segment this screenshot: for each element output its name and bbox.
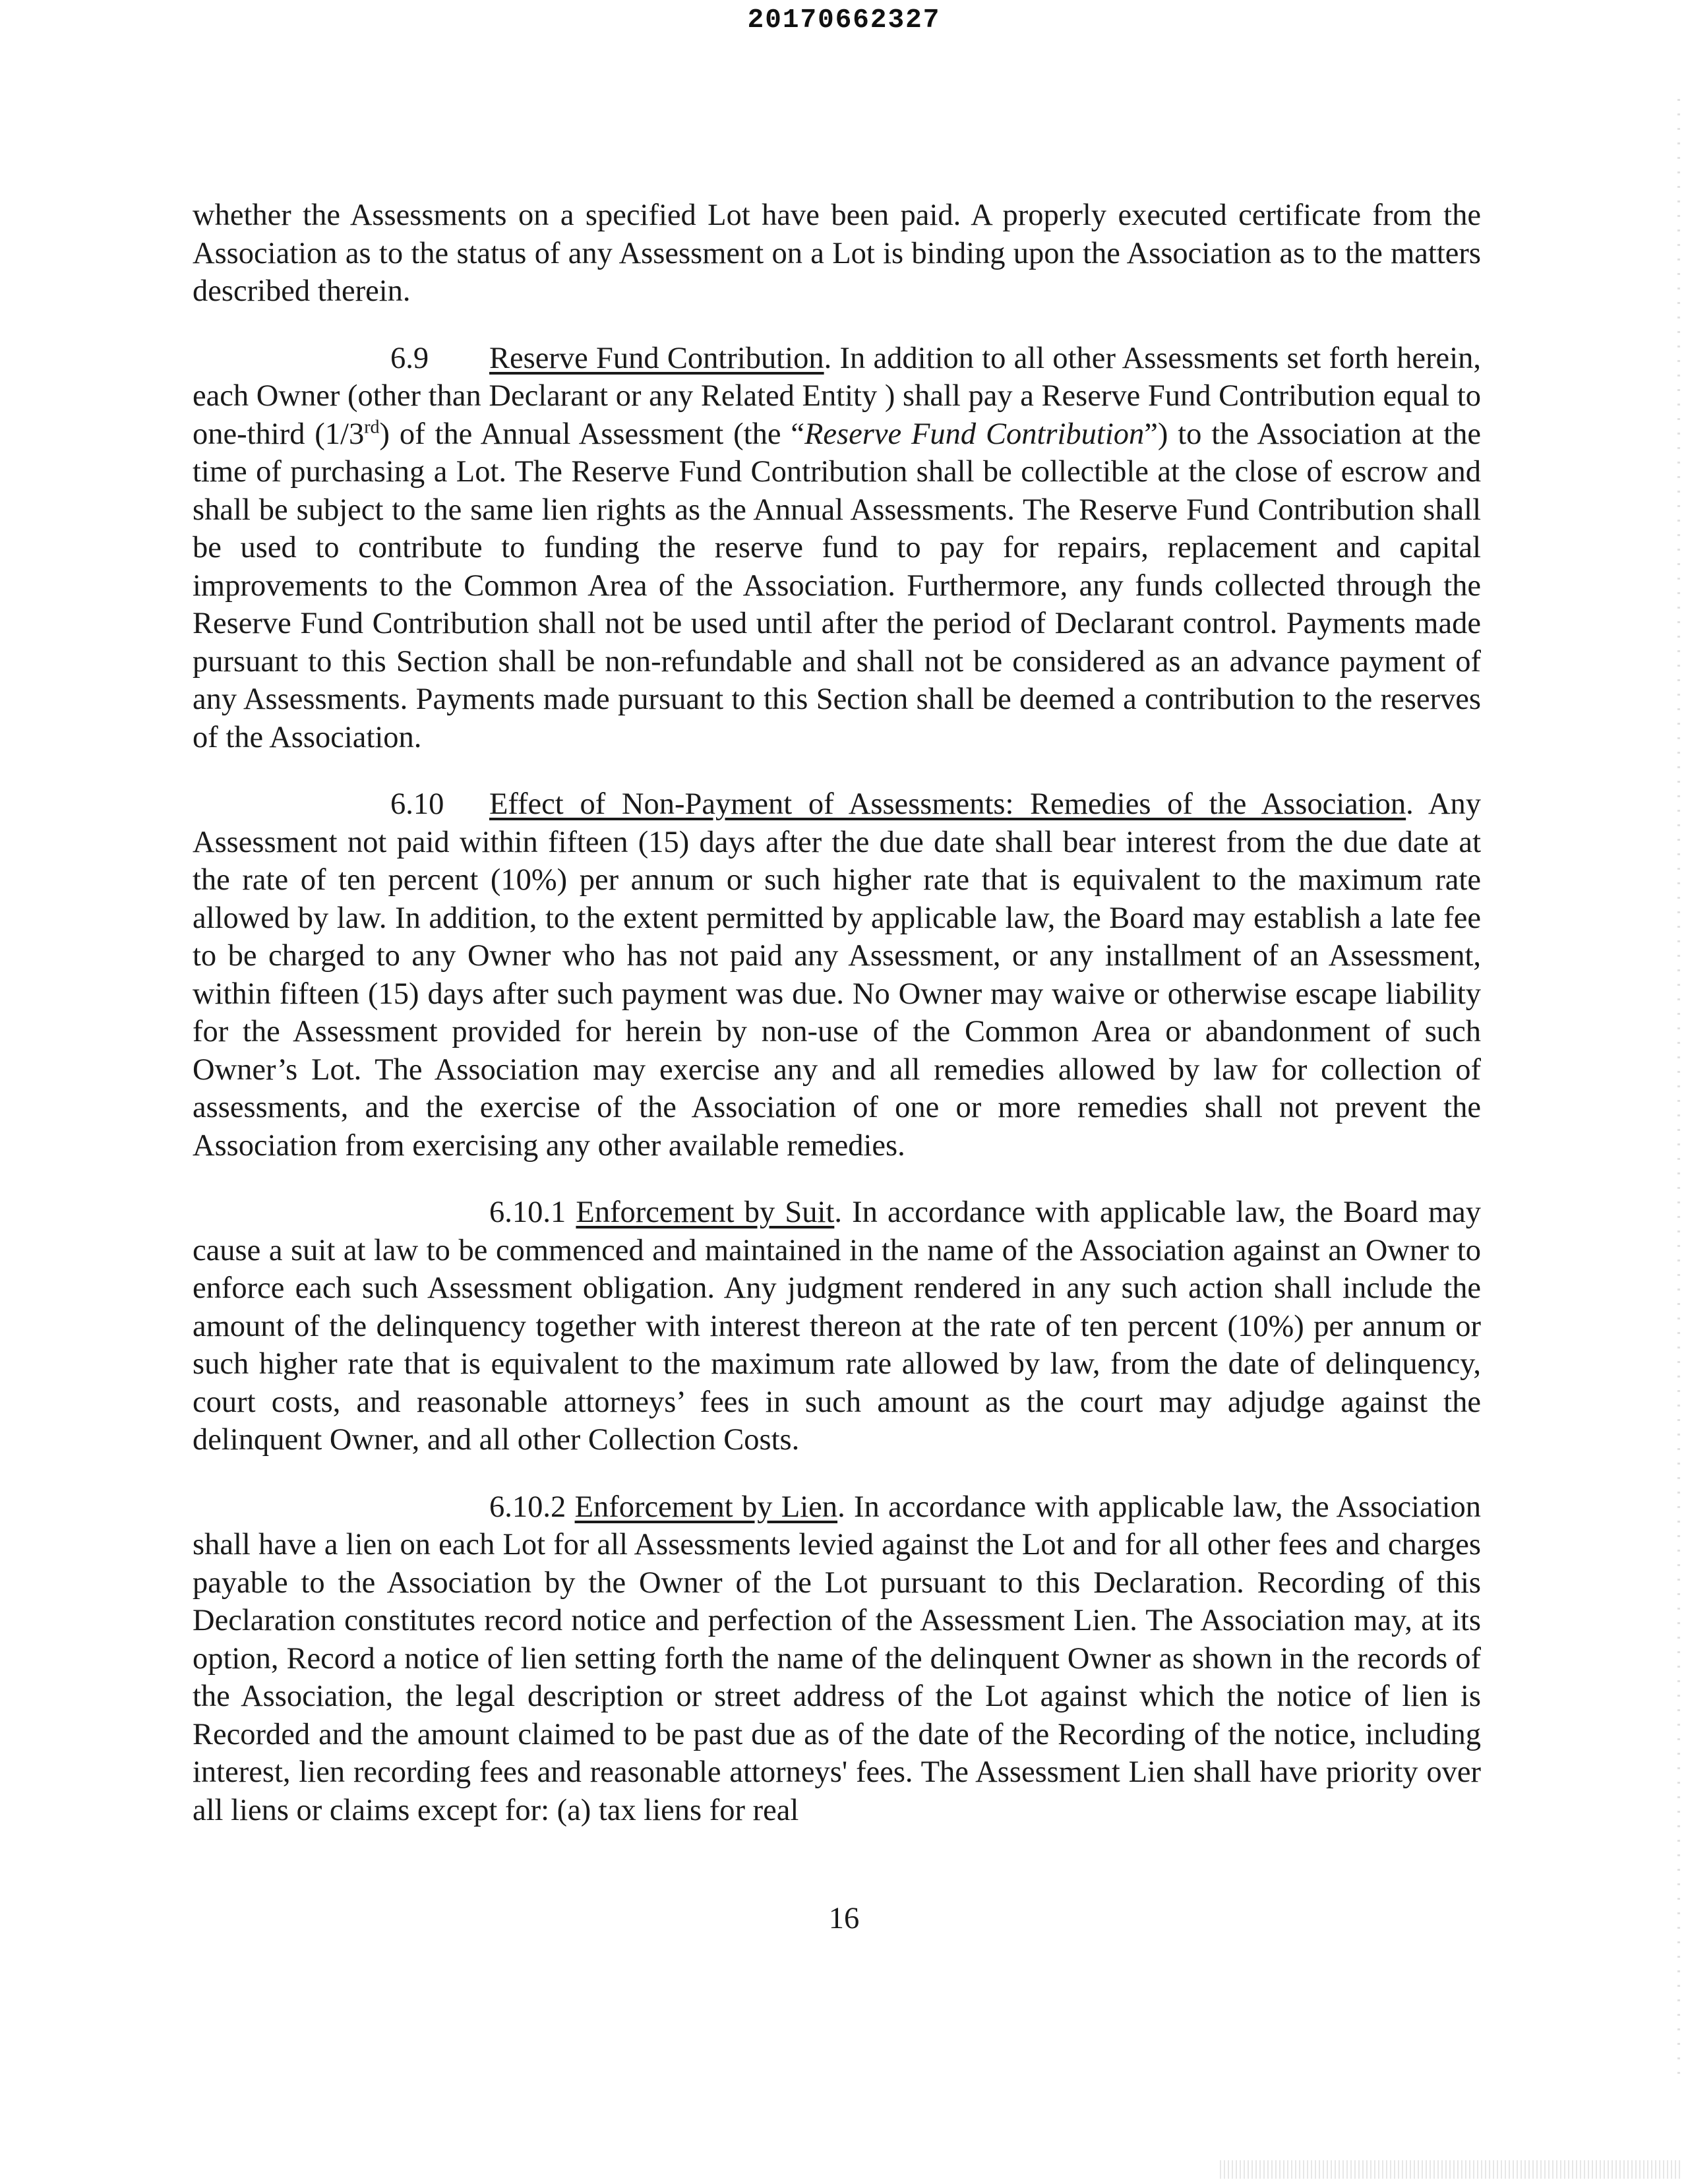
superscript-rd: rd bbox=[364, 417, 380, 437]
section-number: 6.9 bbox=[390, 341, 429, 375]
section-number: 6.10.1 bbox=[489, 1196, 566, 1229]
section-heading: Enforcement by Suit bbox=[576, 1196, 835, 1229]
document-body bbox=[193, 197, 1481, 1858]
section-text: ”) to the Association at the time of purchasing a Lot. The Reserve Fund Contribution shall be collectible at the close of escrow and shall be subject to the same lien rights as the Annual Assessments. The Reserve Fund Contribution shall be used to contribute to funding the reserve fund to pay for repairs, replacement and capital improvements to the Common Area of the Association. Furthermore, any funds collected through the Reserve Fund Contribution shall not be used until after the period of Declarant control. Payments made pursuant to this Section shall be non-refundable and shall not be considered as an advance payment of any Assessments. Payments made pursuant to this Section shall be deemed a contribution to the reserves of the Association. bbox=[193, 417, 1482, 754]
page-number: 16 bbox=[828, 1902, 860, 1935]
scan-edge-artifact bbox=[1677, 99, 1680, 2077]
section-6-9 bbox=[193, 340, 1481, 757]
section-heading: Effect of Non-Payment of Assessments: Remedies of the Association bbox=[489, 787, 1406, 821]
defined-term: Reserve Fund Contribution bbox=[804, 417, 1145, 451]
section-6-10-1 bbox=[193, 1194, 1481, 1459]
section-number: 6.10.2 bbox=[489, 1490, 566, 1524]
scan-noise-artifact bbox=[1220, 2160, 1681, 2179]
section-heading: Enforcement by Lien bbox=[574, 1490, 838, 1524]
section-number: 6.10 bbox=[390, 787, 444, 821]
section-6-10 bbox=[193, 785, 1481, 1165]
paragraph-intro: whether the Assessments on a specified Lot have been paid. A properly executed certificate from the Association as to the status of any Assessment on a Lot is binding upon the Association as to the matters described therein. bbox=[193, 198, 1481, 308]
section-6-10-2 bbox=[193, 1488, 1481, 1830]
section-text: . In accordance with applicable law, the Association shall have a lien on each Lot for all Assessments levied against the Lot and for all other fees and charges payable to the Association by the Owner of the Lot pursuant to this Declaration. Recording of this Declaration constitutes record notice and perfection of the Assessment Lien. The Association may, at its option, Record a notice of lien setting forth the name of the delinquent Owner as shown in the records of the Association, the legal description or street address of the Lot against which the notice of lien is Recorded and the amount claimed to be past due as of the date of the Recording of the notice, including interest, lien recording fees and reasonable attorneys' fees. The Assessment Lien shall have priority over all liens or claims except for: (a) tax liens for real bbox=[193, 1490, 1481, 1827]
section-text: . In accordance with applicable law, the Board may cause a suit at law to be commenced and maintained in the name of the Association against an Owner to enforce each such Assessment obligation. Any judgment rendered in any such action shall include the amount of the delinquency together with interest thereon at the rate of ten percent (10%) per annum or such higher rate that is equivalent to the maximum rate allowed by law, from the date of delinquency, court costs, and reasonable attorneys’ fees in such amount as the court may adjudge against the delinquent Owner, and all other Collection Costs. bbox=[193, 1196, 1481, 1457]
section-text: . In addition to all other Assessments set forth herein, each Owner (other than Declarant or any Related Entity ) shall pay a Reserve Fund Contribution equal to one-third (1/3 bbox=[193, 341, 1481, 451]
section-text: ) of the Annual Assessment (the “ bbox=[379, 417, 804, 451]
section-text: . Any Assessment not paid within fifteen (15) days after the due date shall bear interest from the due date at the rate of ten percent (10%) per annum or such higher rate that is equivalent to the maximum rate allowed by law. In addition, to the extent permitted by applicable law, the Board may establish a late fee to be charged to any Owner who has not paid any Assessment, or any installment of an Assessment, within fifteen (15) days after such payment was due. No Owner may waive or otherwise escape liability for the Assessment provided for herein by non-use of the Common Area or abandonment of such Owner’s Lot. The Association may exercise any and all remedies allowed by law for collection of assessments, and the exercise of the Association of one or more remedies shall not prevent the Association from exercising any other available remedies. bbox=[193, 787, 1481, 1163]
section-heading: Reserve Fund Contribution bbox=[489, 341, 824, 375]
document-number: 20170662327 bbox=[747, 5, 941, 36]
